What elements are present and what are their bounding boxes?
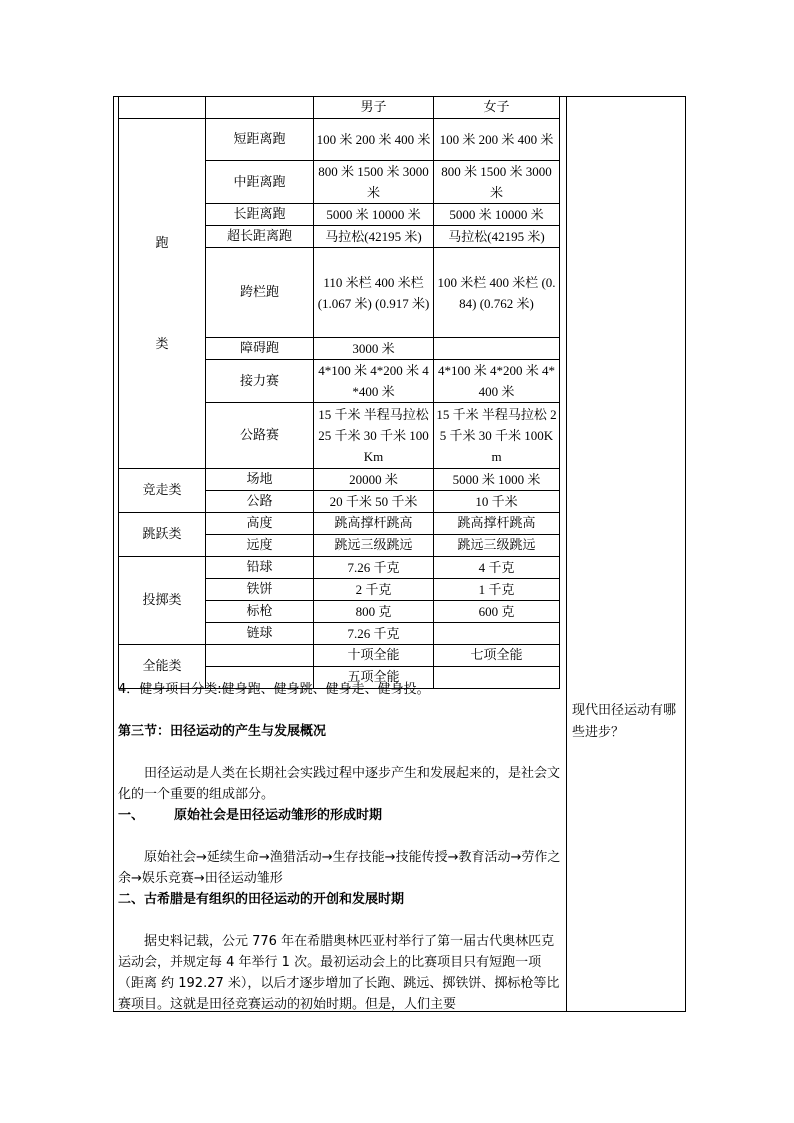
header-blank	[119, 97, 206, 119]
table-row	[119, 119, 560, 161]
event-name: 短距离跑	[206, 119, 314, 161]
men-value: 跳远三级跳远	[314, 535, 434, 557]
category-walking: 竞走类	[119, 469, 206, 513]
event-name: 障碍跑	[206, 338, 314, 360]
side-note: 现代田径运动有哪些进步？	[572, 703, 677, 740]
event-name: 中距离跑	[206, 161, 314, 204]
women-value: 4*100 米 4*200 米 4*400 米	[434, 360, 560, 403]
women-value: 10 千米	[434, 491, 560, 513]
women-value: 600 克	[434, 601, 560, 623]
women-value: 5000 米 10000 米	[434, 204, 560, 226]
men-value: 4*100 米 4*200 米 4*400 米	[314, 360, 434, 403]
men-value: 2 千克	[314, 579, 434, 601]
men-value: 100 米 200 米 400 米	[314, 119, 434, 161]
history-paragraph: 据史料记载，公元 776 年在希腊奥林匹亚村举行了第一届古代奥林匹克运动会，并规定每 4 年举行 1 次。最初运动会上的比赛项目只有短跑一项（距离 约 192.27 米），以后才逐步增加了长跑、跳远、掷铁饼、掷标枪等比赛项目。这就是田径竞赛运动的初始时期。但是，人们主要	[118, 934, 560, 1012]
men-value: 五项全能	[314, 667, 434, 689]
heading-2: 二、古希腊是有组织的田径运动的开创和发展时期	[118, 892, 405, 907]
heading-1-number: 一、	[118, 808, 145, 823]
header-women: 女子	[434, 97, 560, 119]
women-value: 七项全能	[434, 645, 560, 667]
heading-1	[118, 805, 564, 826]
table-row	[119, 513, 560, 535]
women-value: 1 千克	[434, 579, 560, 601]
category-combined: 全能类	[119, 645, 206, 689]
heading-1-text: 原始社会是田径运动雏形的形成时期	[174, 808, 383, 823]
event-name: 铅球	[206, 557, 314, 579]
category-throwing: 投掷类	[119, 557, 206, 645]
men-value: 20000 米	[314, 469, 434, 491]
men-value: 十项全能	[314, 645, 434, 667]
event-name: 标枪	[206, 601, 314, 623]
development-chain: 原始社会→延续生命→渔猎活动→生存技能→技能传授→教育活动→劳作之余→娱乐竞赛→田径运动雏形	[118, 850, 561, 886]
men-value: 800 米 1500 米 3000 米	[314, 161, 434, 204]
women-value: 5000 米 1000 米	[434, 469, 560, 491]
event-name: 公路赛	[206, 403, 314, 469]
events-table	[118, 96, 560, 689]
women-value	[434, 338, 560, 360]
header-blank	[206, 97, 314, 119]
women-value: 800 米 1500 米 3000 米	[434, 161, 560, 204]
event-name: 接力赛	[206, 360, 314, 403]
women-value: 4 千克	[434, 557, 560, 579]
event-name: 铁饼	[206, 579, 314, 601]
event-name: 长距离跑	[206, 204, 314, 226]
men-value: 3000 米	[314, 338, 434, 360]
men-value: 7.26 千克	[314, 557, 434, 579]
women-value: 100 米 200 米 400 米	[434, 119, 560, 161]
table-row	[119, 557, 560, 579]
men-value: 7.26 千克	[314, 623, 434, 645]
event-name: 公路	[206, 491, 314, 513]
category-jumping: 跳跃类	[119, 513, 206, 557]
column-divider	[566, 96, 567, 1012]
event-name: 场地	[206, 469, 314, 491]
men-value: 5000 米 10000 米	[314, 204, 434, 226]
event-name: 远度	[206, 535, 314, 557]
women-value: 100 米栏 400 米栏 (0.84) (0.762 米)	[434, 248, 560, 338]
table-row	[119, 645, 560, 667]
women-value	[434, 623, 560, 645]
women-value: 跳远三级跳远	[434, 535, 560, 557]
women-value: 跳高撑杆跳高	[434, 513, 560, 535]
men-value: 800 克	[314, 601, 434, 623]
men-value: 马拉松(42195 米)	[314, 226, 434, 248]
event-name: 链球	[206, 623, 314, 645]
men-value: 跳高撑杆跳高	[314, 513, 434, 535]
table-row	[119, 469, 560, 491]
item-4: 4．健身项目分类:健身跑、健身跳、健身走、健身投。	[118, 682, 430, 697]
table-header-row	[119, 97, 560, 119]
category-running: 跑 类	[119, 119, 206, 469]
event-name	[206, 645, 314, 667]
men-value: 20 千米 50 千米	[314, 491, 434, 513]
event-name: 高度	[206, 513, 314, 535]
women-value: 15 千米 半程马拉松 25 千米 30 千米 100Km	[434, 403, 560, 469]
intro-paragraph: 田径运动是人类在长期社会实践过程中逐步产生和发展起来的，是社会文化的一个重要的组成部分。	[118, 766, 561, 802]
women-value: 马拉松(42195 米)	[434, 226, 560, 248]
event-name: 超长距离跑	[206, 226, 314, 248]
men-value: 110 米栏 400 米栏 (1.067 米) (0.917 米)	[314, 248, 434, 338]
event-name: 跨栏跑	[206, 248, 314, 338]
header-men: 男子	[314, 97, 434, 119]
lesson-content	[118, 679, 564, 1015]
men-value: 15 千米 半程马拉松 25 千米 30 千米 100Km	[314, 403, 434, 469]
section-title: 第三节：田径运动的产生与发展概况	[118, 724, 327, 739]
